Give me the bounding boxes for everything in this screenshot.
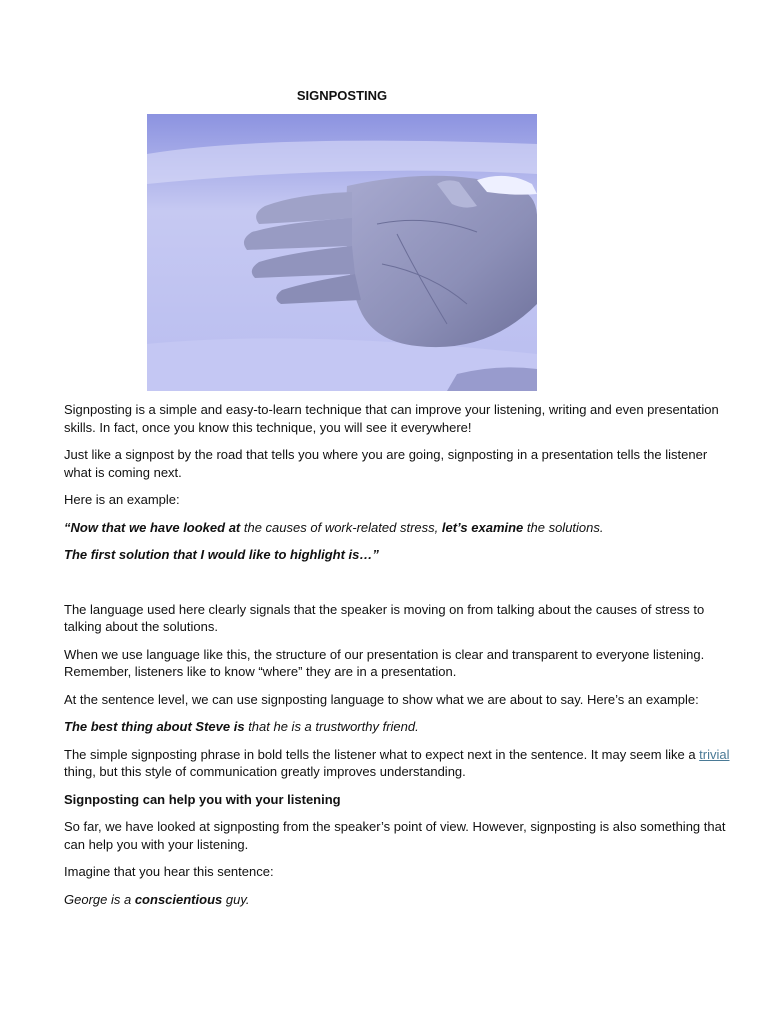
sentence-level-paragraph: At the sentence level, we can use signposting language to show what we are about to say. Here’s an example: xyxy=(64,691,699,707)
bold-phrase-text-b: thing, but this style of communication greatly improves understanding. xyxy=(64,764,466,779)
example-text-1: the causes of work-related stress, xyxy=(240,519,442,535)
listening-heading-text: Signposting can help you with your listening xyxy=(64,791,341,807)
hand-in-snow-illustration xyxy=(147,114,537,391)
example-quote-line-1 xyxy=(64,519,732,537)
language-explanation-paragraph: The language used here clearly signals that the speaker is moving on from talking about the causes of stress to talking about the solutions. xyxy=(64,601,705,634)
listening-heading xyxy=(64,791,732,809)
steve-text: that he is a trustworthy friend. xyxy=(244,719,419,734)
trivial-link[interactable]: trivial xyxy=(699,746,730,762)
example-bold-phrase-3: The first solution that I would like to highlight is…” xyxy=(64,547,379,562)
steve-bold-phrase: The best thing about Steve is xyxy=(64,719,245,734)
imagine-paragraph: Imagine that you hear this sentence: xyxy=(64,864,274,879)
example-intro: Here is an example: xyxy=(64,492,180,507)
example-bold-phrase-1: “Now that we have looked at xyxy=(64,519,241,535)
example-text-2: the solutions. xyxy=(523,519,604,535)
steve-example xyxy=(64,718,732,736)
speaker-view-paragraph: So far, we have looked at signposting from the speaker’s point of view. However, signposting is also something that can help you with your listening. xyxy=(64,819,726,852)
example-quote-line-2 xyxy=(64,546,732,564)
spacer xyxy=(64,574,732,601)
structure-paragraph: When we use language like this, the structure of our presentation is clear and transparent to everyone listening. Remember, listeners like to know “where” they are in a presentation. xyxy=(64,646,705,679)
george-text-c: guy. xyxy=(222,891,250,907)
document-title: SIGNPOSTING xyxy=(296,88,388,103)
intro-paragraph: Signposting is a simple and easy-to-learn technique that can improve your listening, writing and even presentation skills. In fact, once you know this technique, you will see it everywhere! xyxy=(64,402,719,435)
example-bold-phrase-2: let’s examine xyxy=(441,519,524,535)
bold-phrase-text-a: The simple signposting phrase in bold tells the listener what to expect next in the sentence. It may seem like a xyxy=(64,746,700,762)
george-bold-word: conscientious xyxy=(134,891,223,907)
document-body xyxy=(64,401,732,918)
signpost-analogy-paragraph: Just like a signpost by the road that tells you where you are going, signposting in a presentation tells the listener what is coming next. xyxy=(64,447,708,480)
george-example xyxy=(64,891,732,909)
bold-phrase-paragraph xyxy=(64,746,732,781)
hand-sculpture-image xyxy=(147,114,537,391)
george-text-a: George is a xyxy=(64,891,135,907)
